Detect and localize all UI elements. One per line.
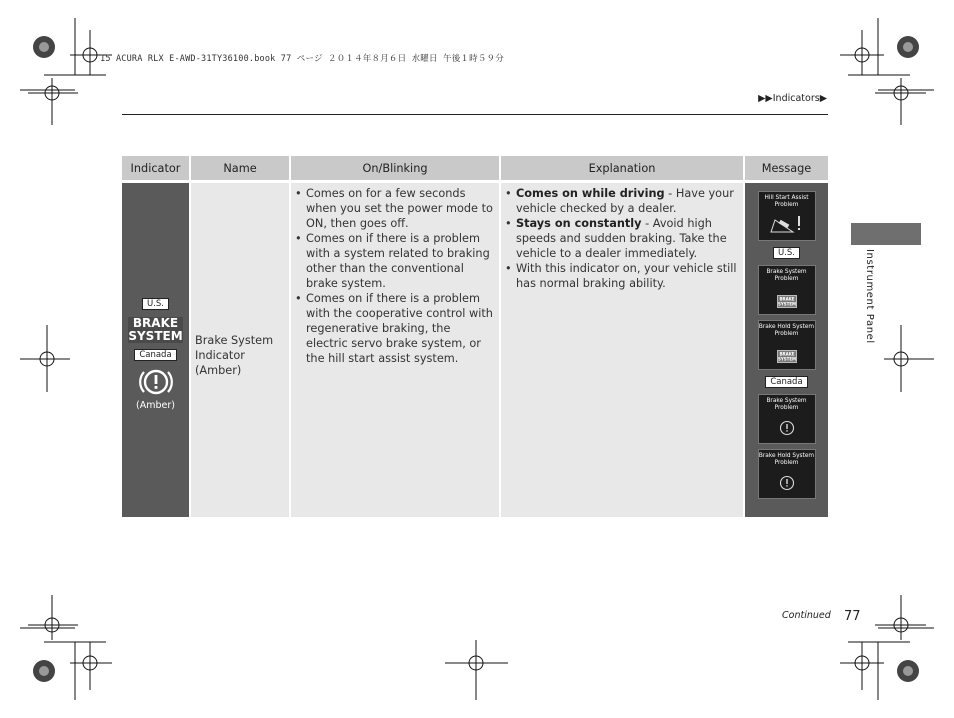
page-number: 77 <box>844 609 861 624</box>
indicator-name: Brake System Indicator (Amber) <box>195 334 274 377</box>
list-item: • Comes on if there is a problem with the cooperative control with regenerative braking, the electric servo brake system, or the hill start assist system. <box>295 291 495 366</box>
side-tab-marker <box>851 223 921 245</box>
message-line: Brake System <box>766 269 807 275</box>
region-tag-us: U.S. <box>142 298 169 310</box>
brake-text-line2: SYSTEM <box>128 328 183 343</box>
brake-warning-circle-icon <box>777 419 797 437</box>
side-section-label: Instrument Panel <box>864 249 875 344</box>
message-screen-brake-hold <box>758 320 816 370</box>
column-header-message: Message <box>744 156 828 182</box>
explanation-text: - Have your vehicle checked by a dealer. <box>516 187 734 215</box>
list-item <box>505 261 739 291</box>
column-header-on-blinking: On/Blinking <box>290 156 500 182</box>
list-item: • Comes on if there is a problem with a system related to braking other than the conventional brake system. <box>295 231 495 291</box>
amber-label: (Amber) <box>136 399 175 411</box>
brake-system-text-icon <box>777 350 797 363</box>
message-line: Problem <box>774 331 799 337</box>
message-line: Brake Hold System <box>758 324 815 330</box>
message-line: Hill Start Assist <box>764 195 809 201</box>
explanation-bold: Comes on while driving <box>516 187 665 200</box>
table-row <box>122 182 828 518</box>
region-tag-canada: Canada <box>765 376 807 388</box>
column-header-name: Name <box>190 156 290 182</box>
message-line: Brake System <box>766 398 807 404</box>
message-screen-brake-hold-canada <box>758 449 816 499</box>
message-screen-brake-system <box>758 265 816 315</box>
brake-warning-circle-icon <box>139 367 173 397</box>
svg-text:BRAKE: BRAKE <box>778 296 795 302</box>
brake-system-indicator-icon <box>128 317 182 343</box>
continued-label: Continued <box>782 610 831 621</box>
explanation-bold: Stays on constantly <box>516 217 642 230</box>
breadcrumb-suffix-icon: ▶ <box>819 93 827 104</box>
message-line: Problem <box>774 276 799 282</box>
message-line: Problem <box>774 405 799 411</box>
brake-text-line1: BRAKE <box>132 315 179 330</box>
breadcrumb-prefix-icon: ▶▶ <box>758 93 773 104</box>
indicator-cell <box>122 182 190 518</box>
message-screen-hill-start <box>758 191 816 241</box>
column-header-explanation: Explanation <box>500 156 744 182</box>
region-tag-us: U.S. <box>773 247 800 259</box>
message-screen-brake-system-canada <box>758 394 816 444</box>
svg-text:BRAKE: BRAKE <box>778 351 795 357</box>
message-line: Problem <box>774 202 799 208</box>
svg-text:SYSTEM: SYSTEM <box>777 301 796 307</box>
explanation-text: - Avoid high speeds and sudden braking. Take the vehicle to a dealer immediately. <box>516 217 727 260</box>
breadcrumb-label[interactable]: Indicators <box>772 93 820 104</box>
message-line: Brake Hold System <box>758 453 815 459</box>
on-blinking-cell <box>290 182 500 518</box>
list-item: • Comes on for a few seconds when you set the power mode to ON, then goes off. <box>295 186 495 231</box>
brake-warning-circle-icon <box>777 474 797 492</box>
brake-system-text-icon <box>777 295 797 308</box>
list-item <box>505 216 739 261</box>
table-header-row <box>122 156 828 182</box>
list-item <box>505 186 739 216</box>
message-line: Problem <box>774 460 799 466</box>
column-header-indicator: Indicator <box>122 156 190 182</box>
hill-start-warning-icon <box>767 214 807 234</box>
region-tag-canada: Canada <box>134 349 176 361</box>
name-cell <box>190 182 290 518</box>
svg-text:SYSTEM: SYSTEM <box>777 356 796 362</box>
explanation-text: With this indicator on, your vehicle still has normal braking ability. <box>516 262 737 290</box>
header-rule <box>122 114 828 115</box>
breadcrumb <box>758 93 827 104</box>
indicator-table <box>122 156 828 517</box>
message-cell <box>744 182 828 518</box>
print-header: 15 ACURA RLX E-AWD-31TY36100.book 77 ページ ２０１４年８月６日 水曜日 午後１時５９分 <box>100 54 504 64</box>
explanation-cell <box>500 182 744 518</box>
